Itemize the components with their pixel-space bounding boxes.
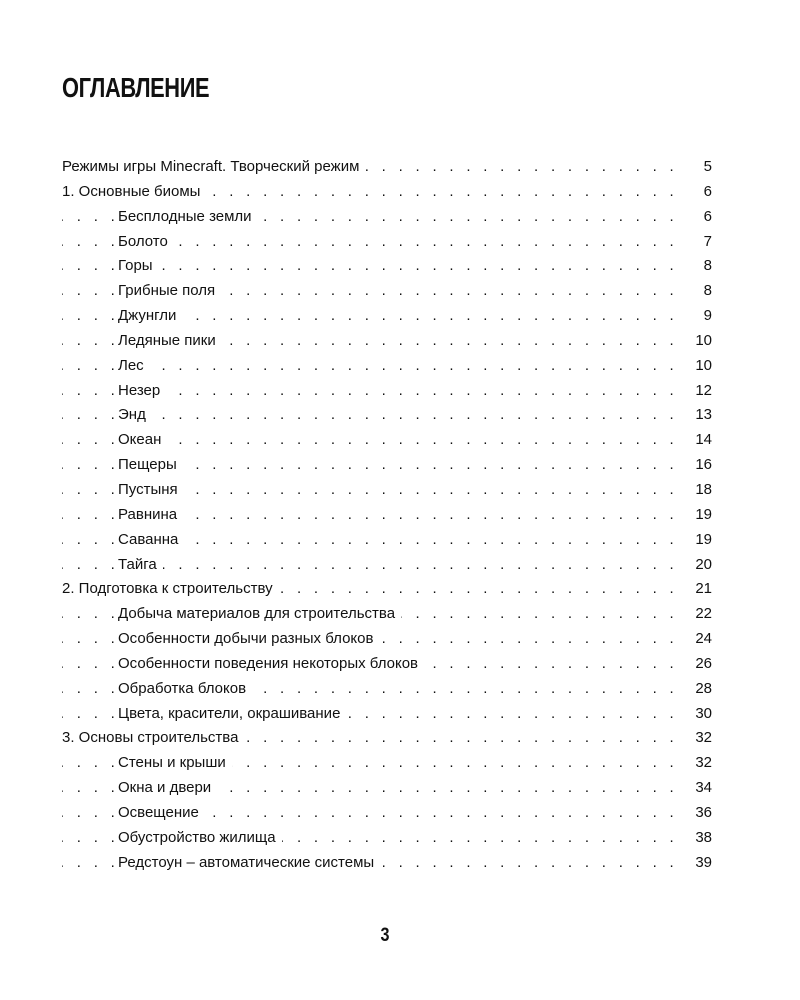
toc-entry-title: Цвета, красители, окрашивание	[118, 702, 346, 727]
toc-section-entry[interactable]	[62, 403, 712, 428]
toc-entry-title: 1. Основные биомы	[62, 180, 206, 205]
toc-entry-page: 5	[703, 158, 712, 175]
toc-entry-page: 24	[695, 630, 712, 648]
toc-entry-title: Стены и крыши	[118, 751, 232, 776]
toc-entry-page: 19	[695, 505, 712, 523]
page-number: 3	[380, 925, 390, 946]
toc-entry-page: 13	[695, 406, 712, 424]
toc-entry-page: 12	[695, 381, 712, 399]
toc-entry-page: 26	[695, 654, 712, 672]
toc-entry-title: Тайга	[118, 553, 163, 578]
toc-entry-title: Горы	[118, 254, 159, 279]
toc-section-entry[interactable]	[62, 354, 712, 379]
toc-entry-title: Равнина	[118, 503, 183, 528]
toc-entry-page: 32	[695, 729, 712, 747]
toc-entry-page: 8	[703, 282, 712, 300]
toc-section-entry[interactable]	[62, 230, 712, 255]
toc-entry-title: Незер	[118, 379, 166, 404]
toc-entry-title: Обработка блоков	[118, 677, 252, 702]
toc-entry-page: 19	[695, 530, 712, 548]
toc-chapter-entry[interactable]	[62, 155, 712, 180]
toc-entry-page: 16	[695, 456, 712, 474]
toc-entry-title: Бесплодные земли	[118, 205, 258, 230]
toc-section-entry[interactable]	[62, 553, 712, 578]
toc-entry-page: 22	[695, 605, 712, 623]
toc-entry-page: 6	[703, 207, 712, 225]
toc-entry-page: 36	[695, 803, 712, 821]
toc-entry-page: 39	[695, 853, 712, 871]
toc-chapter-entry[interactable]	[62, 577, 712, 602]
toc-entry-title: Лес	[118, 354, 150, 379]
toc-entry-title: Обустройство жилища	[118, 826, 282, 851]
toc-entry-page: 8	[703, 257, 712, 275]
toc-entry-page: 10	[695, 331, 712, 349]
toc-entry-title: Режимы игры Minecraft. Творческий режим	[62, 155, 365, 180]
toc-entry-page: 6	[703, 182, 712, 200]
dot-leader	[62, 403, 678, 428]
toc-entry-title: 3. Основы строительства	[62, 726, 244, 751]
toc-chapter-entry[interactable]	[62, 726, 712, 751]
toc-entry-page: 28	[695, 679, 712, 697]
toc-entry-page: 38	[695, 828, 712, 846]
toc-section-entry[interactable]	[62, 627, 712, 652]
toc-section-entry[interactable]	[62, 453, 712, 478]
toc-section-entry[interactable]	[62, 528, 712, 553]
toc-entry-page: 14	[695, 431, 712, 449]
toc-entry-title: Пещеры	[118, 453, 183, 478]
toc-entry-page: 18	[695, 480, 712, 498]
toc-section-entry[interactable]	[62, 652, 712, 677]
toc-entry-page: 30	[695, 704, 712, 722]
toc-entry-title: Саванна	[118, 528, 184, 553]
toc-section-entry[interactable]	[62, 826, 712, 851]
toc-chapter-entry[interactable]	[62, 180, 712, 205]
toc-section-entry[interactable]	[62, 677, 712, 702]
toc-entry-title: Редстоун – автоматические системы	[118, 851, 380, 876]
toc-entry-title: Ледяные пики	[118, 329, 222, 354]
toc-section-entry[interactable]	[62, 428, 712, 453]
toc-entry-page: 9	[703, 307, 712, 325]
dot-leader	[62, 354, 678, 379]
toc-entry-title: Особенности поведения некоторых блоков	[118, 652, 424, 677]
toc-entry-title: Пустыня	[118, 478, 184, 503]
toc-section-entry[interactable]	[62, 279, 712, 304]
toc-entry-title: Океан	[118, 428, 167, 453]
toc-entry-page: 7	[703, 232, 712, 250]
toc-section-entry[interactable]	[62, 304, 712, 329]
toc-entry-title: 2. Подготовка к строительству	[62, 577, 279, 602]
toc-entry-title: Болото	[118, 230, 174, 255]
toc-section-entry[interactable]	[62, 702, 712, 727]
toc-section-entry[interactable]	[62, 801, 712, 826]
toc-section-entry[interactable]	[62, 379, 712, 404]
toc-entry-title: Окна и двери	[118, 776, 217, 801]
page-title: ОГЛАВЛЕНИЕ	[62, 72, 210, 103]
toc-entry-page: 20	[695, 555, 712, 573]
toc-section-entry[interactable]	[62, 602, 712, 627]
toc-entry-title: Добыча материалов для строительства	[118, 602, 401, 627]
toc-section-entry[interactable]	[62, 851, 712, 876]
toc-section-entry[interactable]	[62, 751, 712, 776]
toc-entry-title: Джунгли	[118, 304, 182, 329]
toc-entry-title: Грибные поля	[118, 279, 221, 304]
toc-section-entry[interactable]	[62, 205, 712, 230]
toc-entry-page: 21	[695, 580, 712, 598]
toc-entry-page: 34	[695, 779, 712, 797]
table-of-contents	[62, 155, 712, 875]
toc-section-entry[interactable]	[62, 478, 712, 503]
toc-entry-page: 32	[695, 754, 712, 772]
toc-section-entry[interactable]	[62, 503, 712, 528]
toc-entry-title: Особенности добычи разных блоков	[118, 627, 379, 652]
toc-entry-page: 10	[695, 356, 712, 374]
toc-section-entry[interactable]	[62, 254, 712, 279]
toc-section-entry[interactable]	[62, 776, 712, 801]
toc-section-entry[interactable]	[62, 329, 712, 354]
toc-entry-title: Освещение	[118, 801, 205, 826]
toc-entry-title: Энд	[118, 403, 152, 428]
